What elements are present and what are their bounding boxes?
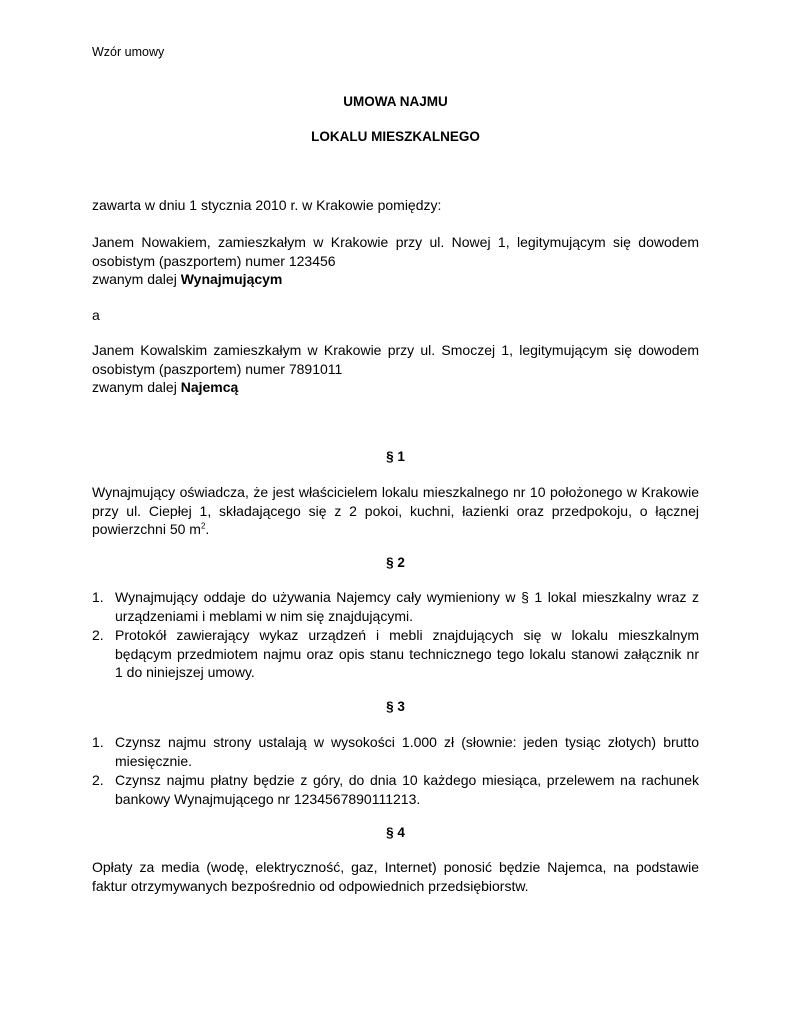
tenant-line-2: osobistym (paszportem) numer 7891011 [92,360,343,377]
section-2-item-2-line-3: 1 do niniejszej umowy. [115,664,255,680]
section-2-heading: § 2 [386,555,405,570]
section-3-item-2-line-1: Czynsz najmu płatny będzie z góry, do dnia 10 każdego miesiąca, przelewem na rachunek [115,772,699,788]
list-item-number: 1. [92,589,104,605]
list-item [92,588,699,625]
list-item [92,771,699,808]
section-1-body [92,483,699,539]
landlord-line-1: Janem Nowakiem, zamieszkałym w Krakowie przy ul. Nowej 1, legitymującym się dowodem [92,234,699,250]
section-4-body [92,858,699,895]
tenant-paragraph [92,341,699,397]
section-1-area-text: powierzchni 50 m [92,521,201,537]
intro-paragraph [92,196,699,215]
section-3-item-1-line-1: Czynsz najmu strony ustalają w wysokości 1.000 zł (słownie: jeden tysiąc złotych) brutto [115,734,699,750]
section-2-list [92,588,699,683]
section-1-line-3 [92,520,699,539]
section-2-item-2-line-2: będącym przedmiotem najmu oraz opis stanu technicznego tego lokalu stanowi załącznik nr [115,645,699,662]
intro-text: zawarta w dniu 1 stycznia 2010 r. w Krakowie pomiędzy: [92,197,442,213]
tenant-line-1: Janem Kowalskim zamieszkałym w Krakowie przy ul. Smoczej 1, legitymującym się dowodem [92,342,699,358]
tenant-called-prefix: zwanym dalej [92,379,181,395]
section-1-heading: § 1 [386,449,405,464]
landlord-role: Wynajmującym [180,271,283,287]
conjunction-text: a [92,307,100,323]
section-2-item-2-line-1: Protokół zawierający wykaz urządzeń i mebli znajdujących się w lokalu mieszkalnym [115,627,699,643]
section-3-heading: § 3 [386,699,405,714]
tenant-called [92,378,699,397]
section-1-area-end: . [205,521,210,537]
list-item [92,733,699,770]
section-4-line-2: faktur otrzymywanych bezpośrednio od odpowiednich przedsiębiorstw. [92,877,529,894]
landlord-line-2: osobistym (paszportem) numer 123456 [92,252,336,269]
list-item-number: 1. [92,734,104,750]
header-note: Wzór umowy [92,45,165,59]
conjunction [92,306,699,325]
list-item-number: 2. [92,772,104,788]
section-1-line-2: przy ul. Ciepłej 1, składającego się z 2 pokoi, kuchni, łazienki oraz przedpokoju, o łącznej [92,502,699,519]
landlord-called-prefix: zwanym dalej [92,271,181,287]
list-item [92,626,699,682]
section-2-item-1-line-2: urządzeniami i meblami w nim się znajdującymi. [115,607,413,624]
section-4-heading: § 4 [386,825,405,840]
tenant-role: Najemcą [180,379,239,395]
section-3-item-1-line-2: miesięcznie. [115,752,193,769]
section-3-item-2-line-2: bankowy Wynajmującego nr 1234567890111213. [115,790,421,807]
section-1-area-superscript: 2 [200,521,206,531]
section-4-line-1: Opłaty za media (wodę, elektryczność, gaz, Internet) ponosić będzie Najemca, na podstawie [92,859,699,875]
landlord-called [92,270,699,289]
landlord-paragraph [92,233,699,289]
document-subtitle: LOKALU MIESZKALNEGO [311,129,480,144]
list-item-number: 2. [92,627,104,643]
document-title: UMOWA NAJMU [343,94,448,109]
section-1-line-1: Wynajmujący oświadcza, że jest właścicielem lokalu mieszkalnego nr 10 położonego w Krakowie [92,484,699,500]
section-2-item-1-line-1: Wynajmujący oddaje do używania Najemcy cały wymieniony w § 1 lokal mieszkalny wraz z [115,589,699,605]
section-3-list [92,733,699,809]
